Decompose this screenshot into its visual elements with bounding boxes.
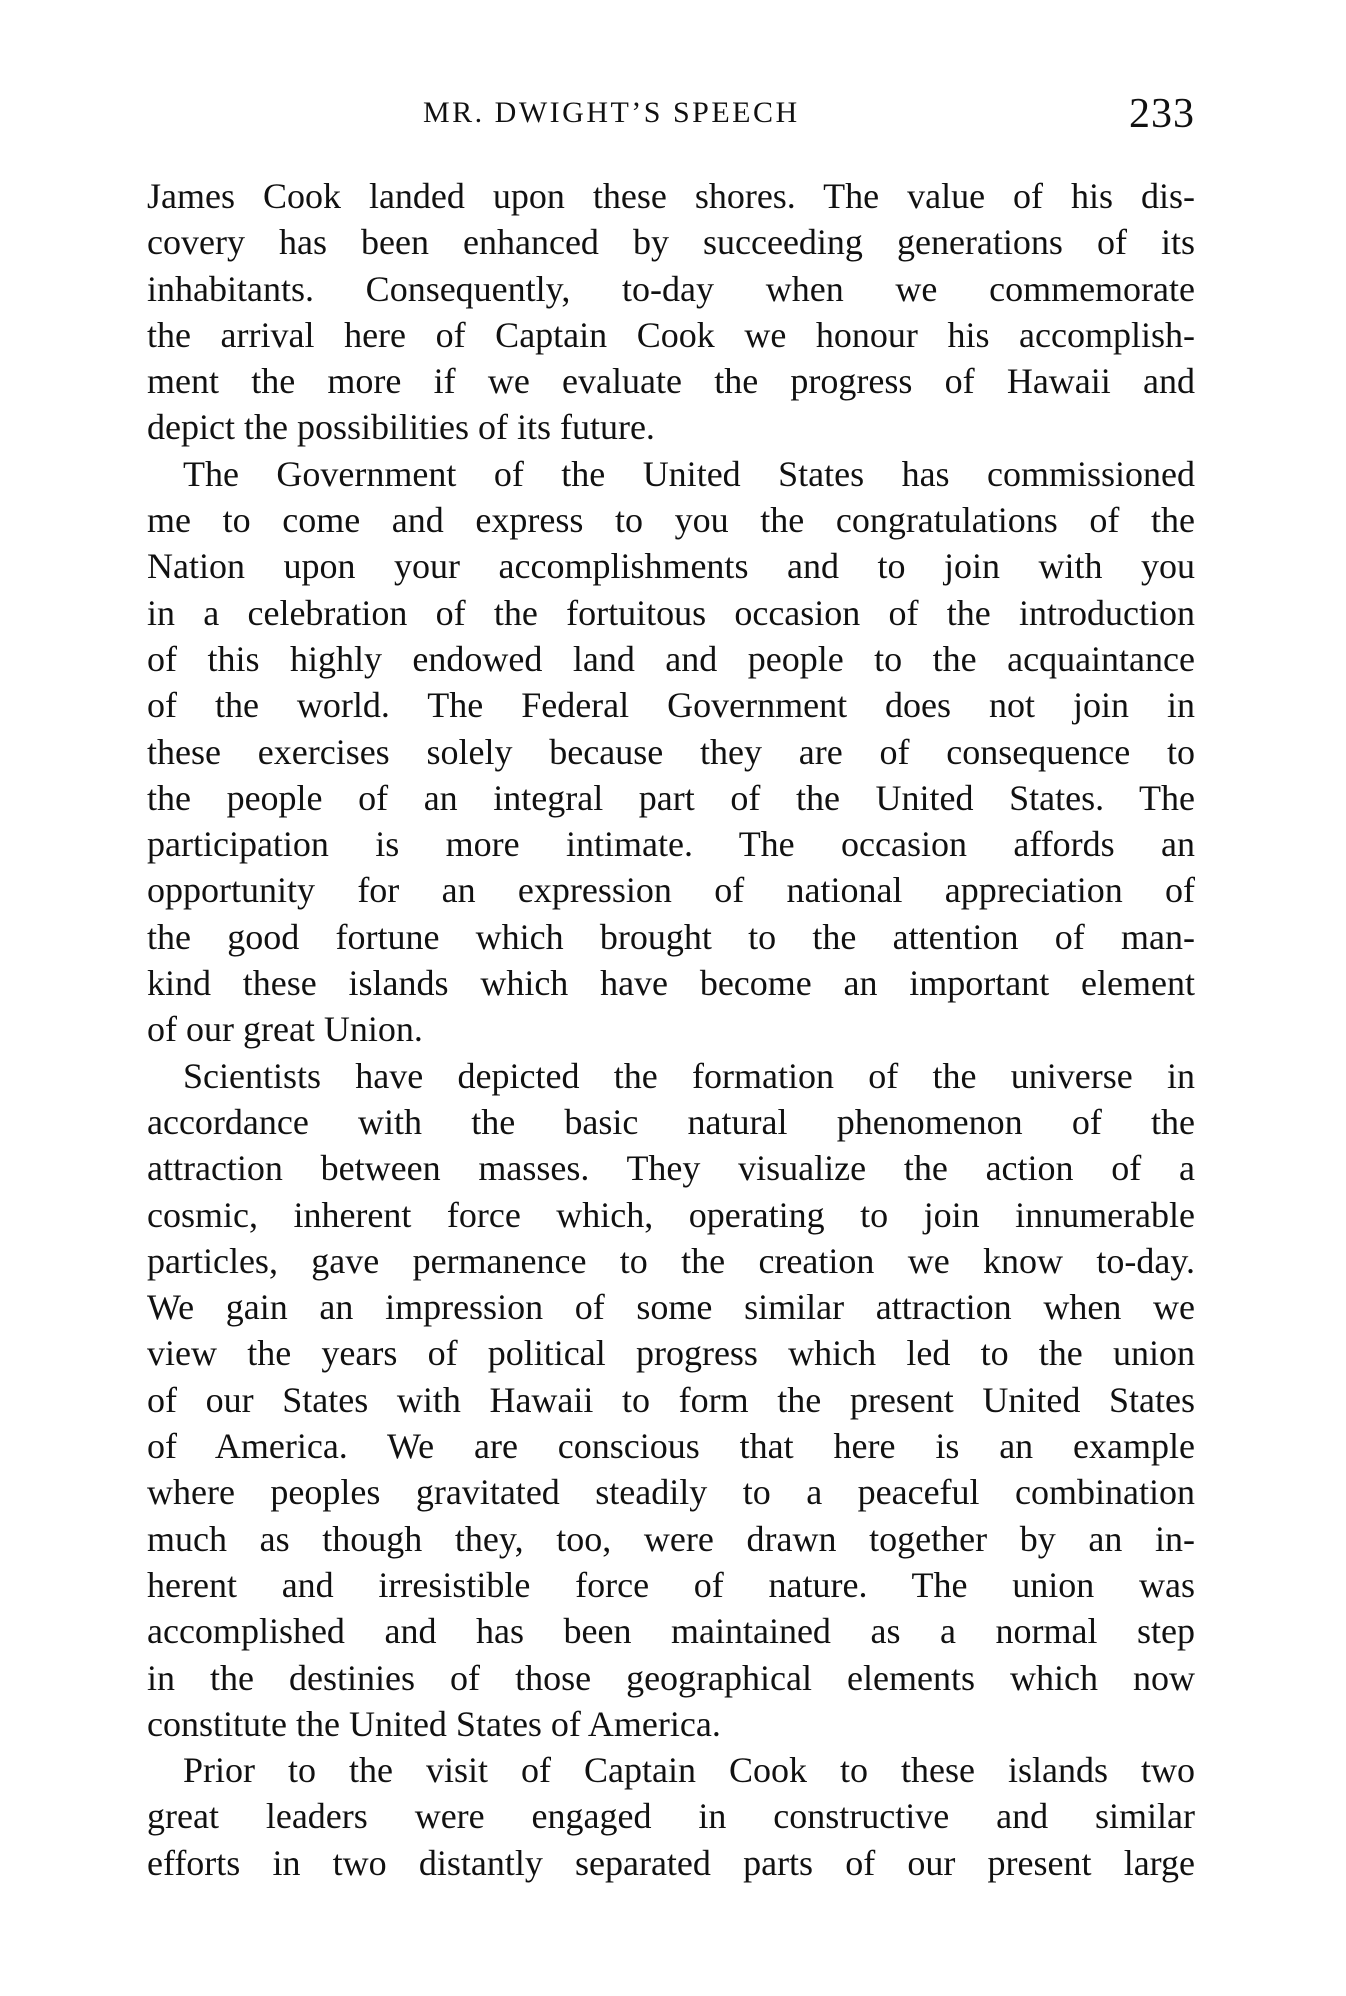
paragraph	[147, 173, 1195, 451]
text-line: cosmic, inherent force which, operating to join innumerable	[147, 1194, 1195, 1235]
text-line: the people of an integral part of the United States. The	[147, 777, 1195, 818]
text-line: We gain an impression of some similar attraction when we	[147, 1287, 1195, 1328]
text-line: accomplished and has been maintained as a normal step	[147, 1611, 1195, 1652]
page-number: 233	[1129, 91, 1195, 137]
text-line: covery has been enhanced by succeeding generations of its	[147, 222, 1195, 263]
text-line: constitute the United States of America.	[147, 1703, 721, 1744]
text-line: particles, gave permanence to the creation we know to-day.	[147, 1240, 1195, 1281]
paragraph	[147, 451, 1195, 1053]
text-line: of our great Union.	[147, 1009, 423, 1050]
text-line: great leaders were engaged in constructive and similar	[147, 1796, 1195, 1837]
text-line: Nation upon your accomplishments and to join with you	[147, 546, 1195, 587]
text-line: James Cook landed upon these shores. The value of his dis-	[147, 176, 1195, 216]
text-line: efforts in two distantly separated parts of our present large	[147, 1842, 1195, 1883]
text-line: opportunity for an expression of national appreciation of	[147, 870, 1195, 911]
text-line: ment the more if we evaluate the progress of Hawaii and	[147, 361, 1195, 402]
text-line: of this highly endowed land and people to the acquaintance	[147, 638, 1195, 679]
text-line: me to come and express to you the congratulations of the	[147, 500, 1195, 541]
paragraph	[147, 1747, 1195, 1886]
text-line: inhabitants. Consequently, to-day when we commemorate	[147, 268, 1195, 309]
text-line: of America. We are conscious that here is an example	[147, 1426, 1195, 1467]
text-line: attraction between masses. They visualize the action of a	[147, 1148, 1195, 1189]
text-line: Scientists have depicted the formation of the universe in	[183, 1055, 1195, 1096]
text-line: kind these islands which have become an important element	[147, 963, 1195, 1004]
text-line: The Government of the United States has commissioned	[183, 453, 1195, 494]
text-line: in a celebration of the fortuitous occasion of the introduction	[147, 592, 1195, 633]
paragraph	[147, 1053, 1195, 1747]
text-line: accordance with the basic natural phenomenon of the	[147, 1101, 1195, 1142]
text-line: where peoples gravitated steadily to a peaceful combination	[147, 1472, 1195, 1513]
running-head-title: MR. DWIGHT’S SPEECH	[423, 96, 800, 129]
text-line: herent and irresistible force of nature. The union was	[147, 1564, 1195, 1605]
running-head	[147, 92, 1195, 136]
body-text	[147, 173, 1195, 1886]
text-line: of our States with Hawaii to form the present United States	[147, 1379, 1195, 1420]
text-line: the arrival here of Captain Cook we honour his accomplish-	[147, 314, 1195, 355]
text-line: Prior to the visit of Captain Cook to these islands two	[183, 1750, 1195, 1791]
text-line: in the destinies of those geographical elements which now	[147, 1657, 1195, 1698]
text-line: depict the possibilities of its future.	[147, 407, 655, 448]
text-line: these exercises solely because they are of consequence to	[147, 731, 1195, 772]
text-line: much as though they, too, were drawn together by an in-	[147, 1518, 1195, 1559]
text-line: the good fortune which brought to the attention of man-	[147, 916, 1195, 957]
text-line: view the years of political progress which led to the union	[147, 1333, 1195, 1374]
text-line: participation is more intimate. The occasion affords an	[147, 824, 1195, 865]
text-line: of the world. The Federal Government does not join in	[147, 685, 1195, 726]
